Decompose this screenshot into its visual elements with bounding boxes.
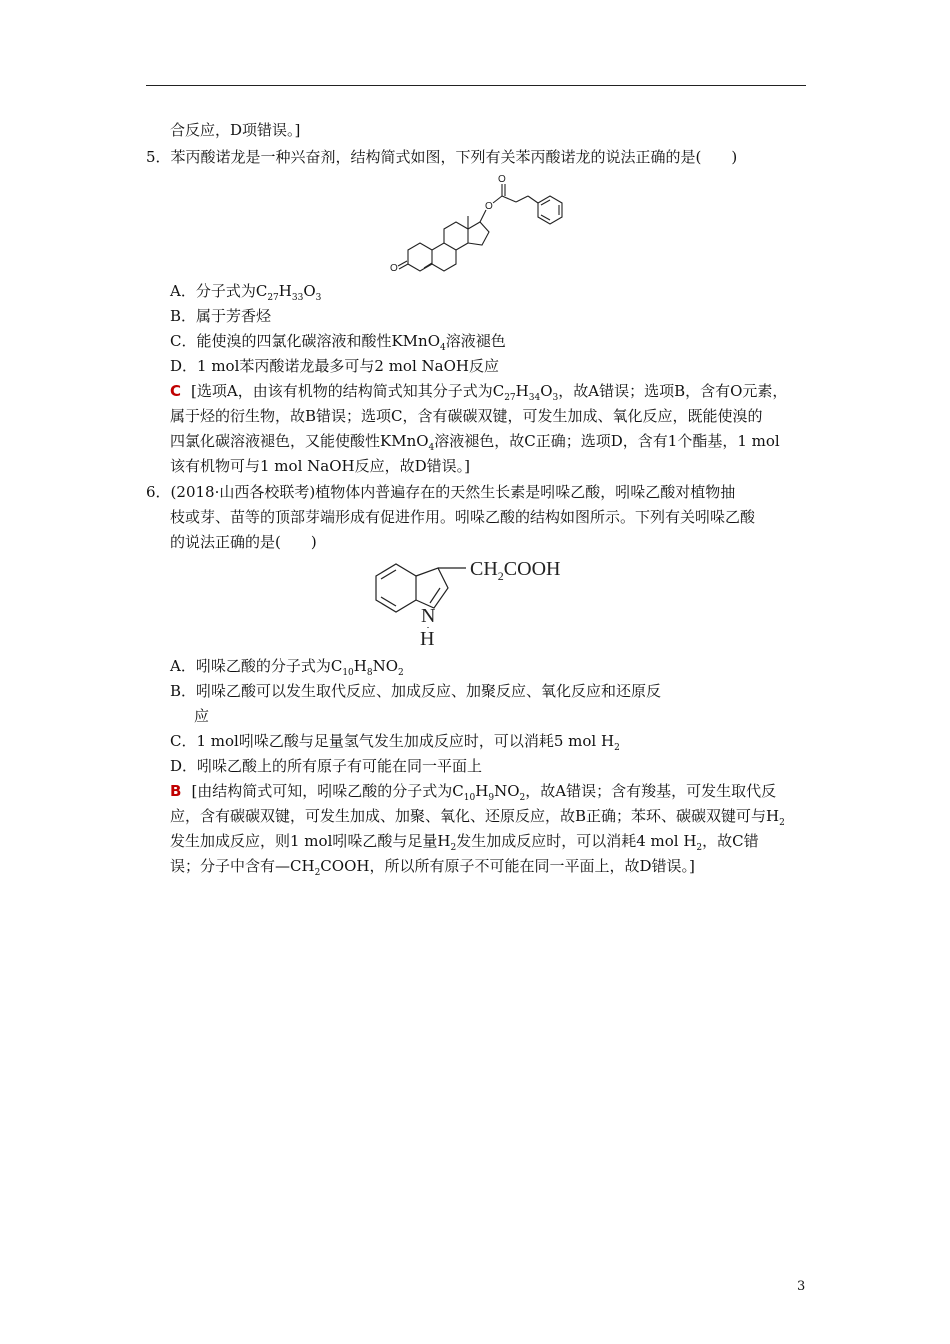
- q6-option-b-line-1: B．吲哚乙酸可以发生取代反应、加成反应、加聚反应、氧化反应和还原反: [170, 682, 662, 700]
- q6-option-c: C．1 mol吲哚乙酸与足量氢气发生加成反应时，可以消耗5 mol $H_2$: [170, 732, 620, 753]
- q6-h-label: H: [420, 628, 435, 650]
- q5-explanation-line-2: 属于烃的衍生物，故B错误；选项C，含有碳碳双键，可发生加成、氧化反应，既能使溴的: [170, 407, 763, 425]
- q6-option-d: D．吲哚乙酸上的所有原子有可能在同一平面上: [170, 757, 483, 775]
- q6-explanation-line-2: 应，含有碳碳双键，可发生加成、加聚、氧化、还原反应，故B正确；苯环、碳碳双键可与$H_2$: [170, 807, 785, 828]
- q5-ketone-o: O: [390, 263, 398, 274]
- q5-explanation-line-4: 该有机物可与1 mol NaOH反应，故D错误。]: [170, 457, 470, 475]
- q5-stem: 5．苯丙酸诺龙是一种兴奋剂，结构简式如图，下列有关苯丙酸诺龙的说法正确的是( ): [146, 148, 738, 166]
- q6-stem-line-3: 的说法正确的是( ): [170, 533, 317, 551]
- q5-ester-o: O: [485, 201, 493, 212]
- q6-option-b-line-2: 应: [194, 707, 210, 725]
- q5-option-a: A．分子式为$C_{27}H_{33}O_3$: [170, 282, 322, 303]
- page-number: 3: [797, 1279, 806, 1294]
- q5-carbonyl-o: O: [498, 174, 506, 185]
- q6-stem-line-1: 6．(2018·山西各校联考)植物体内普遍存在的天然生长素是吲哚乙酸，吲哚乙酸对植物抽: [146, 483, 736, 501]
- header-rule: [146, 85, 806, 86]
- prev-explanation-tail: 合反应，D项错误。]: [170, 121, 301, 139]
- q6-answer-letter: B: [170, 782, 182, 800]
- q5-option-d: D．1 mol苯丙酸诺龙最多可与2 mol NaOH反应: [170, 357, 499, 375]
- q5-answer-letter: C: [170, 382, 182, 400]
- q6-indole-structure-figure: [362, 552, 602, 652]
- q6-explanation-line-1: B [由结构简式可知，吲哚乙酸的分子式为$C_{10}H_9NO_2$，故A错误；含有羧基，可发生取代反: [170, 782, 777, 803]
- q5-explanation-line-3: 四氯化碳溶液褪色，又能使酸性KMnO$_4$溶液褪色，故C正确；选项D，含有1个酯基，1 mol: [170, 432, 780, 453]
- q6-stem-line-2: 枝或芽、苗等的顶部芽端形成有促进作用。吲哚乙酸的结构如图所示。下列有关吲哚乙酸: [170, 508, 756, 526]
- q6-explanation-line-4: 误；分子中含有$—CH_2COOH$，所以所有原子不可能在同一平面上，故D错误。]: [170, 857, 695, 878]
- q6-option-a: A．吲哚乙酸的分子式为$C_{10}H_8NO_2$: [170, 657, 404, 678]
- q5-structure-figure: [380, 170, 590, 280]
- q6-explanation-line-3: 发生加成反应，则1 mol吲哚乙酸与足量$H_2$发生加成反应时，可以消耗4 mol $H_2$，故C错: [170, 832, 759, 853]
- q6-side-chain-label: $CH_2COOH$: [470, 558, 561, 583]
- q5-option-b: B．属于芳香烃: [170, 307, 272, 325]
- q5-option-c: C．能使溴的四氯化碳溶液和酸性KMnO$_4$溶液褪色: [170, 332, 506, 353]
- q5-explanation-line-1: C [选项A，由该有机物的结构简式知其分子式为$C_{27}H_{34}O_3$，故A错误；选项B，含有O元素，: [170, 382, 788, 403]
- q6-n-label: N: [421, 605, 436, 627]
